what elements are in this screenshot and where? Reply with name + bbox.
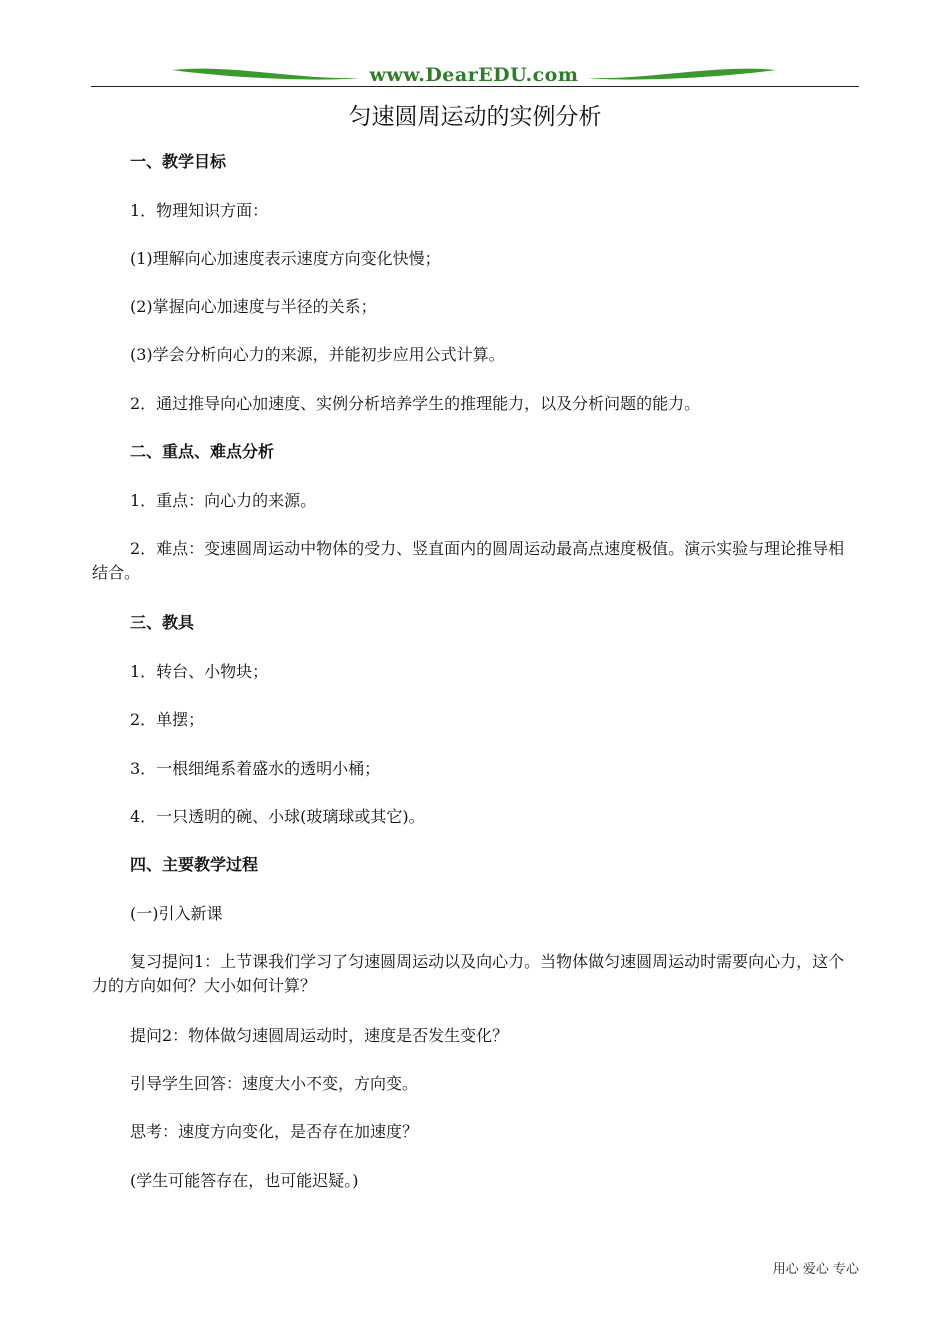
paragraph: 4．一只透明的碗、小球(玻璃球或其它)。 <box>130 807 425 826</box>
paragraph: 1．转台、小物块； <box>130 662 269 681</box>
paragraph: 引导学生回答：速度大小不变，方向变。 <box>130 1074 419 1093</box>
page-title: 匀速圆周运动的实例分析 <box>348 104 602 130</box>
paragraph: 复习提问1：上节课我们学习了匀速圆周运动以及向心力。当物体做匀速圆周运动时需要向心力，这个力的方向如何？大小如何计算？ <box>92 952 845 995</box>
footer-slogan: 用心 爱心 专心 <box>772 1262 859 1277</box>
section-heading-process: 四、主要教学过程 <box>130 855 259 874</box>
section-heading-key-points: 二、重点、难点分析 <box>130 442 275 461</box>
paragraph: 1．物理知识方面： <box>130 201 269 220</box>
paragraph: (3)学会分析向心力的来源，并能初步应用公式计算。 <box>130 345 505 364</box>
paragraph: 2．单摆； <box>130 710 205 729</box>
paragraph: (1)理解向心加速度表示速度方向变化快慢； <box>130 249 441 268</box>
logo-text: www.DearEDU.com <box>369 64 579 86</box>
paragraph: 2．难点：变速圆周运动中物体的受力、竖直面内的圆周运动最高点速度极值。演示实验与理论推导相结合。 <box>92 539 845 582</box>
paragraph: 2．通过推导向心加速度、实例分析培养学生的推理能力，以及分析问题的能力。 <box>130 394 701 413</box>
paragraph: (学生可能答存在，也可能迟疑。) <box>130 1171 359 1190</box>
section-heading-goals: 一、教学目标 <box>130 152 227 171</box>
paragraph: 3．一根细绳系着盛水的透明小桶； <box>130 759 381 778</box>
paragraph: 提问2：物体做匀速圆周运动时，速度是否发生变化？ <box>130 1026 509 1045</box>
site-logo <box>170 62 778 88</box>
paragraph: 1．重点：向心力的来源。 <box>130 491 317 510</box>
section-heading-tools: 三、教具 <box>130 613 195 632</box>
paragraph: 思考：速度方向变化，是否存在加速度？ <box>130 1122 419 1141</box>
paragraph: (一)引入新课 <box>130 904 223 923</box>
paragraph: (2)掌握向心加速度与半径的关系； <box>130 297 377 316</box>
